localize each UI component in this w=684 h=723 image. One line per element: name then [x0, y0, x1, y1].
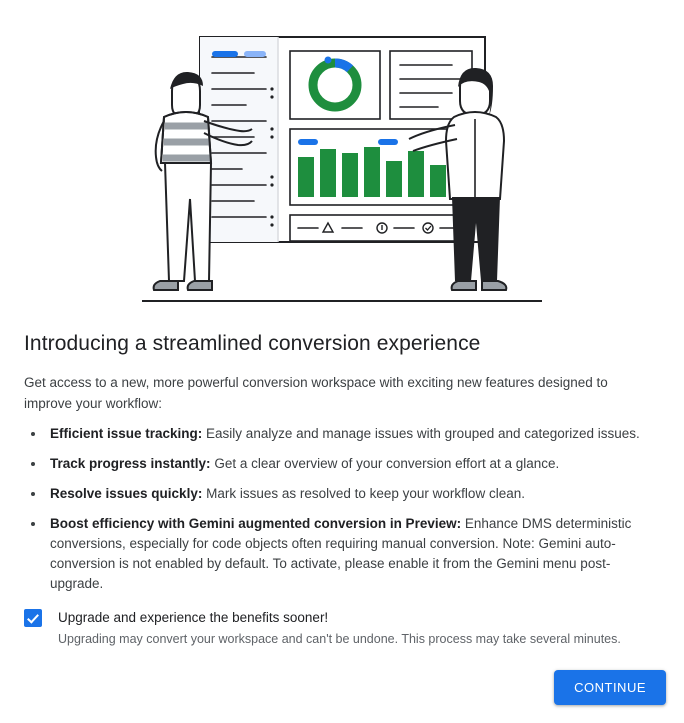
dialog-content — [0, 330, 684, 648]
feature-lead: Resolve issues quickly: — [50, 486, 203, 501]
upgrade-checkbox[interactable] — [24, 609, 42, 627]
upgrade-checkbox-text — [58, 608, 621, 648]
feature-lead: Efficient issue tracking: — [50, 426, 203, 441]
list-item — [46, 454, 660, 474]
intro-paragraph: Get access to a new, more powerful conversion workspace with exciting new features designed to improve your workflow: — [24, 375, 608, 411]
continue-button[interactable]: CONTINUE — [554, 670, 666, 705]
feature-text: Enhance DMS deterministic conversions, especially for code objects often requiring manual conversion. Note: Gemini auto-conversion is not enabled by default. To activate, please enable it from the Gemini menu post-upgrade. — [50, 516, 632, 591]
feature-text: Get a clear overview of your conversion effort at a glance. — [210, 456, 560, 471]
upgrade-checkbox-row[interactable] — [24, 608, 660, 648]
list-item — [46, 484, 660, 504]
people-with-dashboard-illustration — [142, 29, 542, 319]
dialog-footer — [554, 670, 666, 705]
upgrade-checkbox-sublabel: Upgrading may convert your workspace and can't be undone. This process may take several minutes. — [58, 632, 621, 646]
feature-lead: Boost efficiency with Gemini augmented conversion in Preview: — [50, 516, 462, 531]
feature-text: Easily analyze and manage issues with grouped and categorized issues. — [202, 426, 640, 441]
list-item — [46, 424, 660, 444]
list-item — [46, 514, 660, 594]
page-title: Introducing a streamlined conversion experience — [24, 332, 481, 355]
feature-text: Mark issues as resolved to keep your workflow clean. — [202, 486, 525, 501]
upgrade-checkbox-label: Upgrade and experience the benefits sooner! — [58, 610, 329, 625]
feature-list — [24, 424, 660, 594]
feature-lead: Track progress instantly: — [50, 456, 211, 471]
illustration-container — [0, 0, 684, 330]
